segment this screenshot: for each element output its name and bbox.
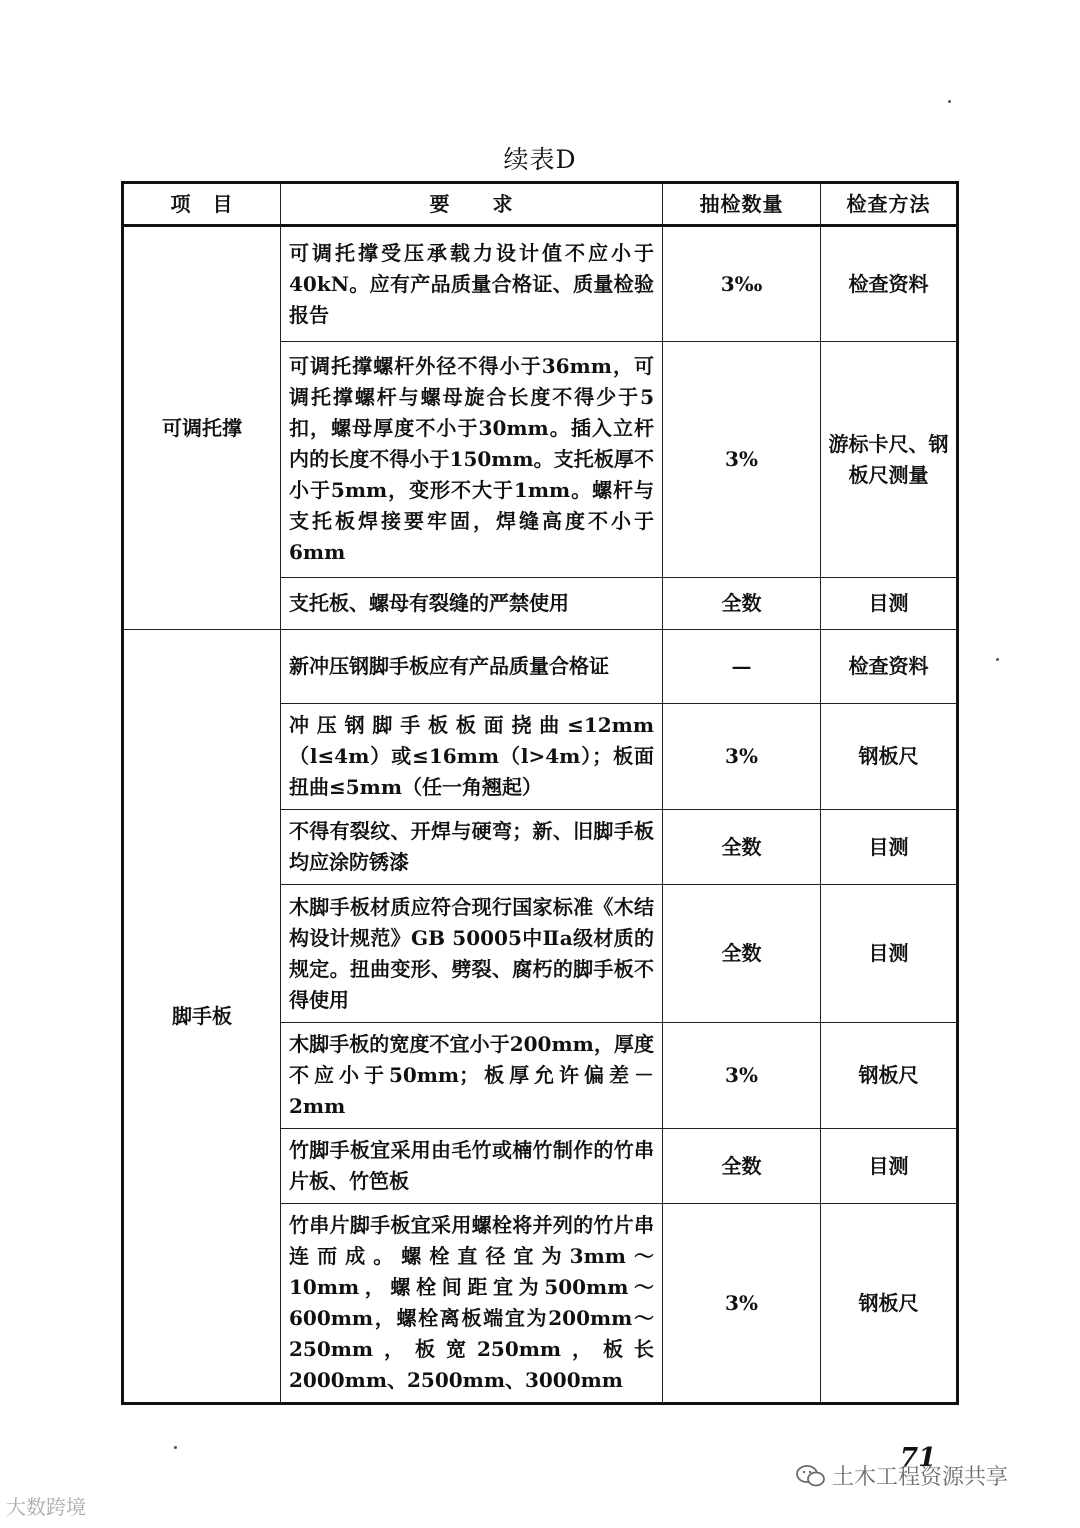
sample-qty-cell: 3% (663, 1023, 821, 1129)
requirement-cell: 木脚手板材质应符合现行国家标准《木结构设计规范》GB 50005中Ⅱa级材质的规定。扭曲变形、劈裂、腐朽的脚手板不得使用 (281, 885, 663, 1023)
method-cell: 检查资料 (821, 630, 958, 704)
table-caption: 续表D (503, 145, 577, 174)
header-sample-qty: 抽检数量 (663, 183, 821, 226)
header-requirement: 要 求 (281, 183, 663, 226)
requirement-cell: 可调托撑螺杆外径不得小于36mm，可调托撑螺杆与螺母旋合长度不得少于5扣，螺母厚度不小于30mm。插入立杆内的长度不得小于150mm。支托板厚不小于5mm，变形不大于1mm。螺杆与支托板焊接要牢固，焊缝高度不小于6mm (281, 342, 663, 578)
page-number: 71 (900, 1443, 937, 1473)
sample-qty-cell: 全数 (663, 578, 821, 630)
sample-qty-cell: 3% (663, 704, 821, 810)
group-item-scaffold-board: 脚手板 (123, 630, 281, 1404)
inspection-table (121, 181, 959, 1405)
scan-speck (948, 100, 951, 103)
watermark-right-text: 土木工程资源共享 (832, 1465, 1009, 1490)
requirement-cell: 木脚手板的宽度不宜小于200mm，厚度不应小于50mm；板厚允许偏差－2mm (281, 1023, 663, 1129)
watermark-right (796, 1460, 1008, 1491)
sample-qty-cell: 3% (663, 342, 821, 578)
method-cell: 目测 (821, 885, 958, 1023)
requirement-cell: 竹脚手板宜采用由毛竹或楠竹制作的竹串片板、竹笆板 (281, 1129, 663, 1204)
sample-qty-cell: 全数 (663, 810, 821, 885)
requirement-cell: 不得有裂纹、开焊与硬弯；新、旧脚手板均应涂防锈漆 (281, 810, 663, 885)
sample-qty-cell: 3% (663, 1204, 821, 1404)
scan-speck (996, 658, 999, 661)
method-cell: 目测 (821, 1129, 958, 1204)
requirement-cell: 冲压钢脚手板板面挠曲≤12mm（l≤4m）或≤16mm（l>4m）；板面扭曲≤5mm（任一角翘起） (281, 704, 663, 810)
scan-speck (174, 1446, 177, 1449)
wechat-icon (796, 1464, 826, 1488)
header-method: 检查方法 (821, 183, 958, 226)
requirement-cell: 可调托撑受压承载力设计值不应小于40kN。应有产品质量合格证、质量检验报告 (281, 226, 663, 342)
method-cell: 游标卡尺、钢板尺测量 (821, 342, 958, 578)
requirement-cell: 新冲压钢脚手板应有产品质量合格证 (281, 630, 663, 704)
method-cell: 目测 (821, 810, 958, 885)
method-cell: 目测 (821, 578, 958, 630)
header-item: 项 目 (123, 183, 281, 226)
sample-qty-cell: 全数 (663, 885, 821, 1023)
watermark-left-text: 大数跨境 (6, 1495, 86, 1519)
group-item-adjustable-support: 可调托撑 (123, 226, 281, 630)
requirement-cell: 竹串片脚手板宜采用螺栓将并列的竹片串连而成。螺栓直径宜为3mm～10mm，螺栓间距宜为500mm～600mm，螺栓离板端宜为200mm～250mm，板宽250mm，板长2000mm、2500mm、3000mm (281, 1204, 663, 1404)
requirement-cell: 支托板、螺母有裂缝的严禁使用 (281, 578, 663, 630)
method-cell: 钢板尺 (821, 704, 958, 810)
table-header-row (123, 183, 958, 226)
sample-qty-cell: 3‰ (663, 226, 821, 342)
table-row (123, 226, 958, 342)
method-cell: 钢板尺 (821, 1023, 958, 1129)
sample-qty-cell: 全数 (663, 1129, 821, 1204)
watermark-left (6, 1491, 86, 1520)
method-cell: 钢板尺 (821, 1204, 958, 1404)
sample-qty-cell: — (663, 630, 821, 704)
method-cell: 检查资料 (821, 226, 958, 342)
table-row (123, 630, 958, 704)
